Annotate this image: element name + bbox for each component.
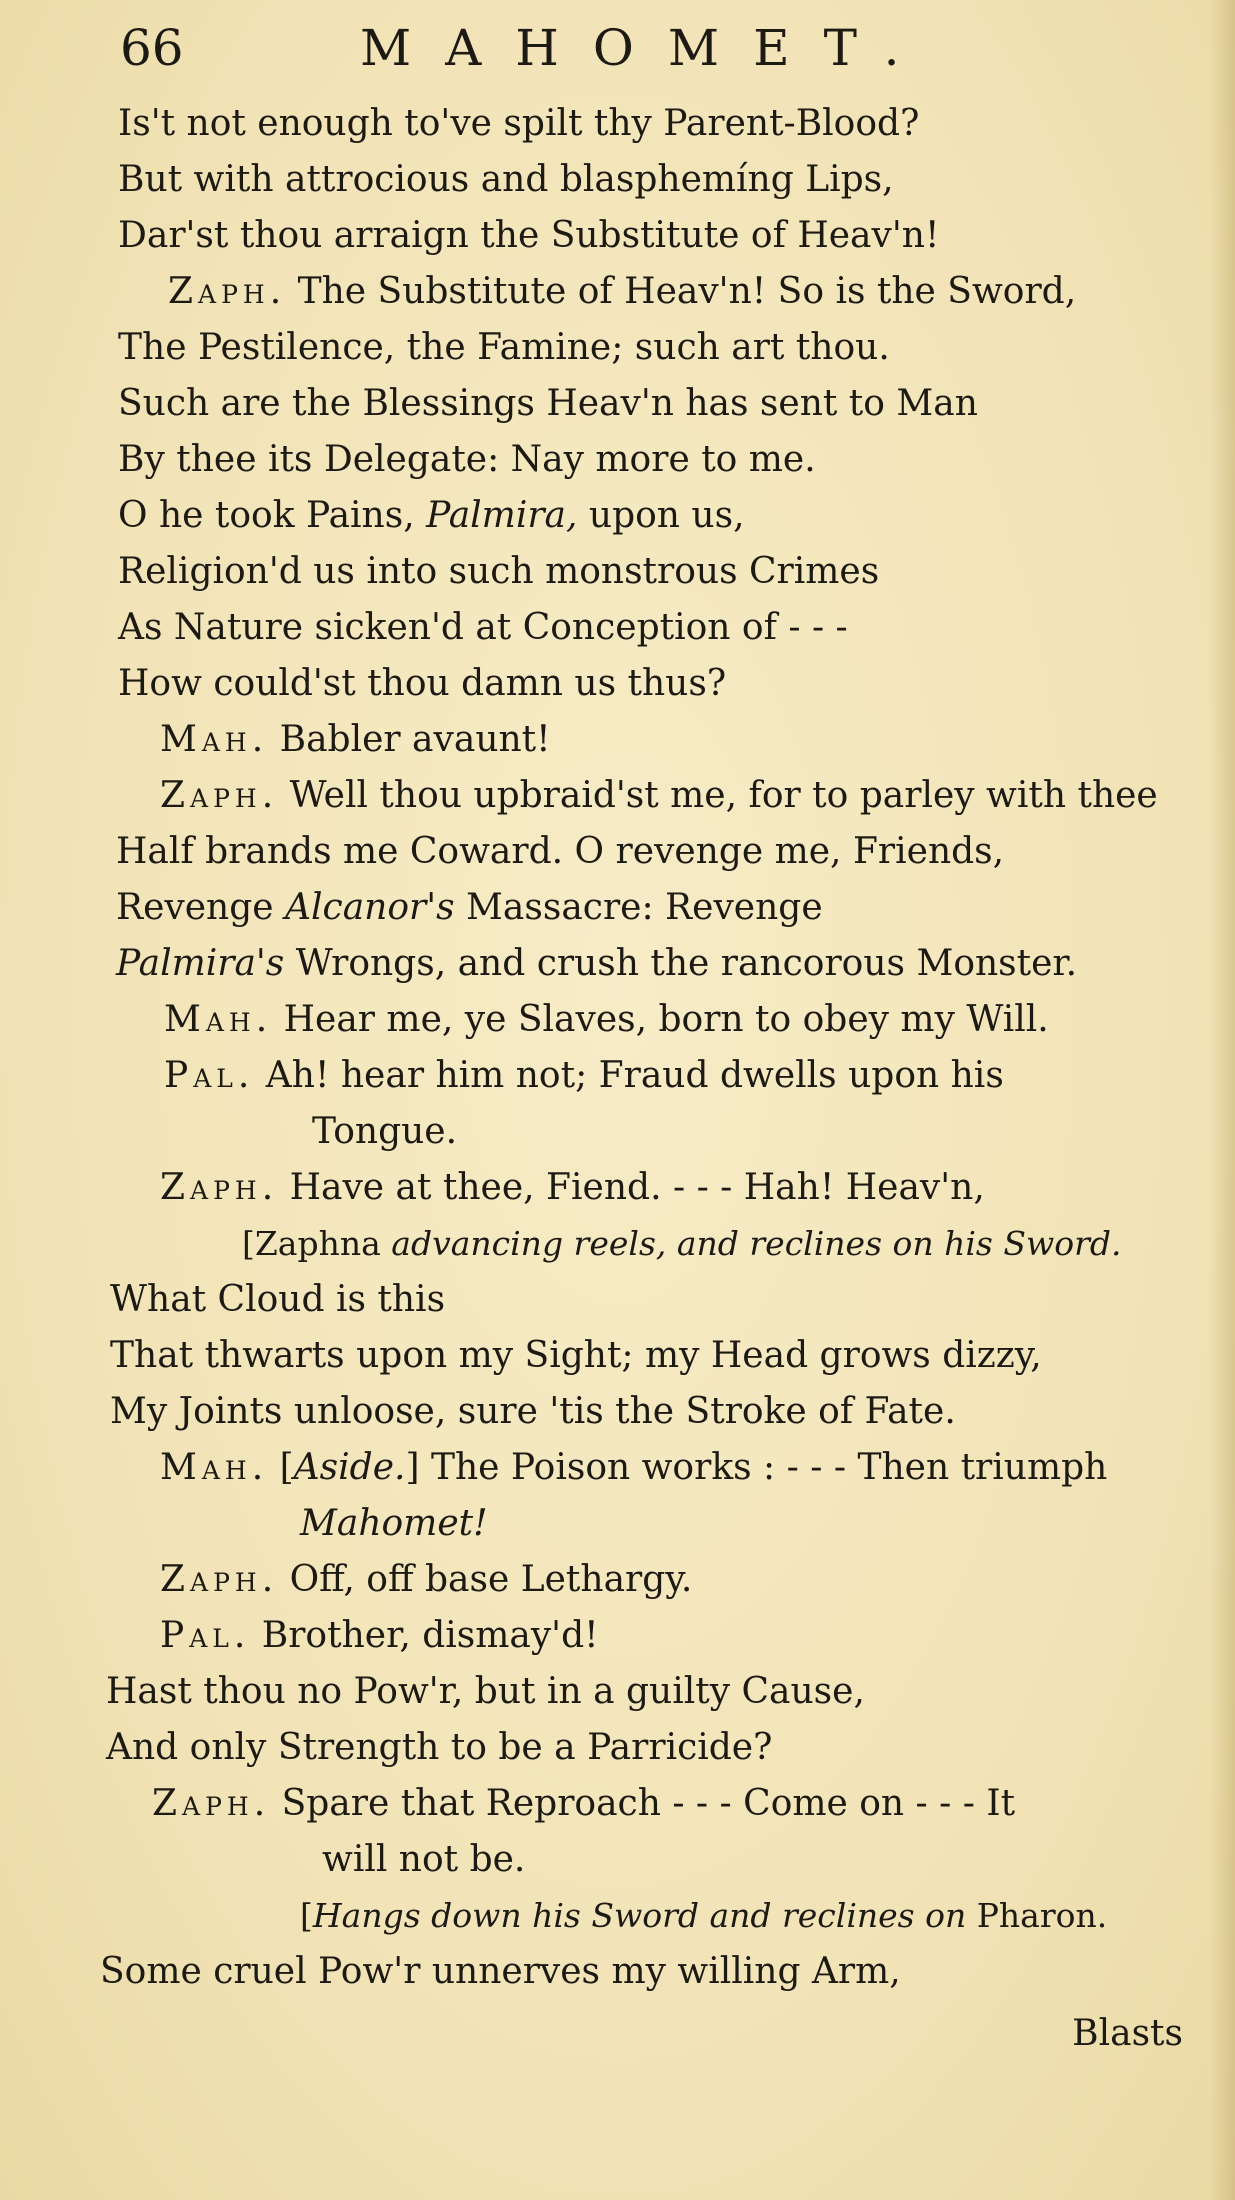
verse-line: The Pestilence, the Famine; such art thou.: [118, 327, 890, 368]
verse-line: That thwarts upon my Sight; my Head grows dizzy,: [110, 1335, 1042, 1376]
verse-line: As Nature sicken'd at Conception of - - -: [118, 607, 848, 648]
speaker-label: Mah.: [160, 719, 269, 760]
speech-line: [164, 992, 1049, 1048]
text-run: Revenge: [116, 887, 286, 928]
catchword: Blasts: [1072, 2013, 1183, 2054]
speech-line: [160, 1160, 985, 1216]
speaker-label: Zaph.: [160, 775, 279, 816]
italic-aside: Aside.: [293, 1447, 406, 1488]
verse-line: Such are the Blessings Heav'n has sent to Man: [118, 383, 978, 424]
speaker-label: Zaph.: [160, 1559, 279, 1600]
verse-line: Half brands me Coward. O revenge me, Friends,: [116, 831, 1005, 872]
speech-text: Brother, dismay'd!: [250, 1615, 599, 1656]
speech-line: [168, 264, 1076, 320]
speech-text: The Substitute of Heav'n! So is the Sword,: [286, 271, 1077, 312]
verse-line: [118, 488, 745, 544]
speaker-label: Pal.: [160, 1615, 251, 1656]
speech-text: Well thou upbraid'st me, for to parley with thee: [278, 775, 1158, 816]
italic-name: Palmira,: [426, 495, 578, 536]
verse-line: [116, 880, 823, 936]
text-run: [: [268, 1447, 294, 1488]
speech-line: [160, 768, 1158, 824]
italic-direction: advancing reels, and reclines on his Sword.: [391, 1224, 1122, 1263]
text-run: [: [300, 1896, 313, 1935]
verse-line: By thee its Delegate: Nay more to me.: [118, 439, 816, 480]
verse-line: What Cloud is this: [110, 1279, 446, 1320]
text-run: ] The Poison works : - - - Then triumph: [405, 1447, 1108, 1488]
speaker-label: Zaph.: [160, 1167, 279, 1208]
verse-line: Tongue.: [312, 1111, 458, 1152]
italic-name: Palmira's: [116, 943, 285, 984]
stage-direction: [242, 1216, 1121, 1272]
text-run: upon us,: [577, 495, 745, 536]
text-run: Wrongs, and crush the rancorous Monster.: [284, 943, 1078, 984]
verse-line: Hast thou no Pow'r, but in a guilty Cause,: [106, 1671, 865, 1712]
speech-text: Have at thee, Fiend. - - - Hah! Heav'n,: [278, 1167, 985, 1208]
speaker-label: Zaph.: [152, 1783, 271, 1824]
verse-line: [300, 1496, 488, 1552]
speech-text: Ah! hear him not; Fraud dwells upon his: [254, 1055, 1004, 1096]
verse-line: will not be.: [322, 1839, 526, 1880]
speech-line: [164, 1048, 1004, 1104]
verse-line: [116, 936, 1077, 992]
running-header: [120, 18, 934, 78]
speaker-label: Pal.: [164, 1055, 255, 1096]
text-run: Massacre: Revenge: [454, 887, 823, 928]
speech-text: Babler avaunt!: [268, 719, 551, 760]
speech-line: [160, 1440, 1107, 1496]
verse-line: Religion'd us into such monstrous Crimes: [118, 551, 880, 592]
speech-line: [160, 1608, 599, 1664]
text-run: [Zaphna: [242, 1224, 392, 1263]
speech-text: Off, off base Lethargy.: [278, 1559, 693, 1600]
verse-line: How could'st thou damn us thus?: [118, 663, 727, 704]
verse-line: Some cruel Pow'r unnerves my willing Arm,: [100, 1951, 901, 1992]
page-edge-shadow: [1209, 0, 1235, 2200]
verse-line: Dar'st thou arraign the Substitute of Heav'n!: [118, 215, 940, 256]
page-number: 66: [120, 19, 184, 77]
speech-text: Spare that Reproach - - - Come on - - - It: [270, 1783, 1016, 1824]
text-run: Pharon.: [966, 1896, 1108, 1935]
verse-line: My Joints unloose, sure 'tis the Stroke of Fate.: [110, 1391, 956, 1432]
speaker-label: Mah.: [164, 999, 273, 1040]
speech-line: [152, 1776, 1015, 1832]
verse-line: And only Strength to be a Parricide?: [106, 1727, 773, 1768]
italic-name: Alcanor's: [285, 887, 455, 928]
text-run: O he took Pains,: [118, 495, 427, 536]
speech-line: [160, 1552, 692, 1608]
speech-line: [160, 712, 551, 768]
speech-text: Hear me, ye Slaves, born to obey my Will.: [272, 999, 1049, 1040]
stage-direction: [300, 1888, 1107, 1944]
italic-direction: Hangs down his Sword and reclines on: [312, 1896, 967, 1935]
running-title: MAHOMET.: [360, 19, 934, 77]
italic-name: Mahomet!: [300, 1503, 488, 1544]
speaker-label: Mah.: [160, 1447, 269, 1488]
speaker-label: Zaph.: [168, 271, 287, 312]
verse-line: But with attrocious and blasphemíng Lips,: [118, 159, 894, 200]
verse-line: Is't not enough to've spilt thy Parent-Blood?: [118, 103, 920, 144]
